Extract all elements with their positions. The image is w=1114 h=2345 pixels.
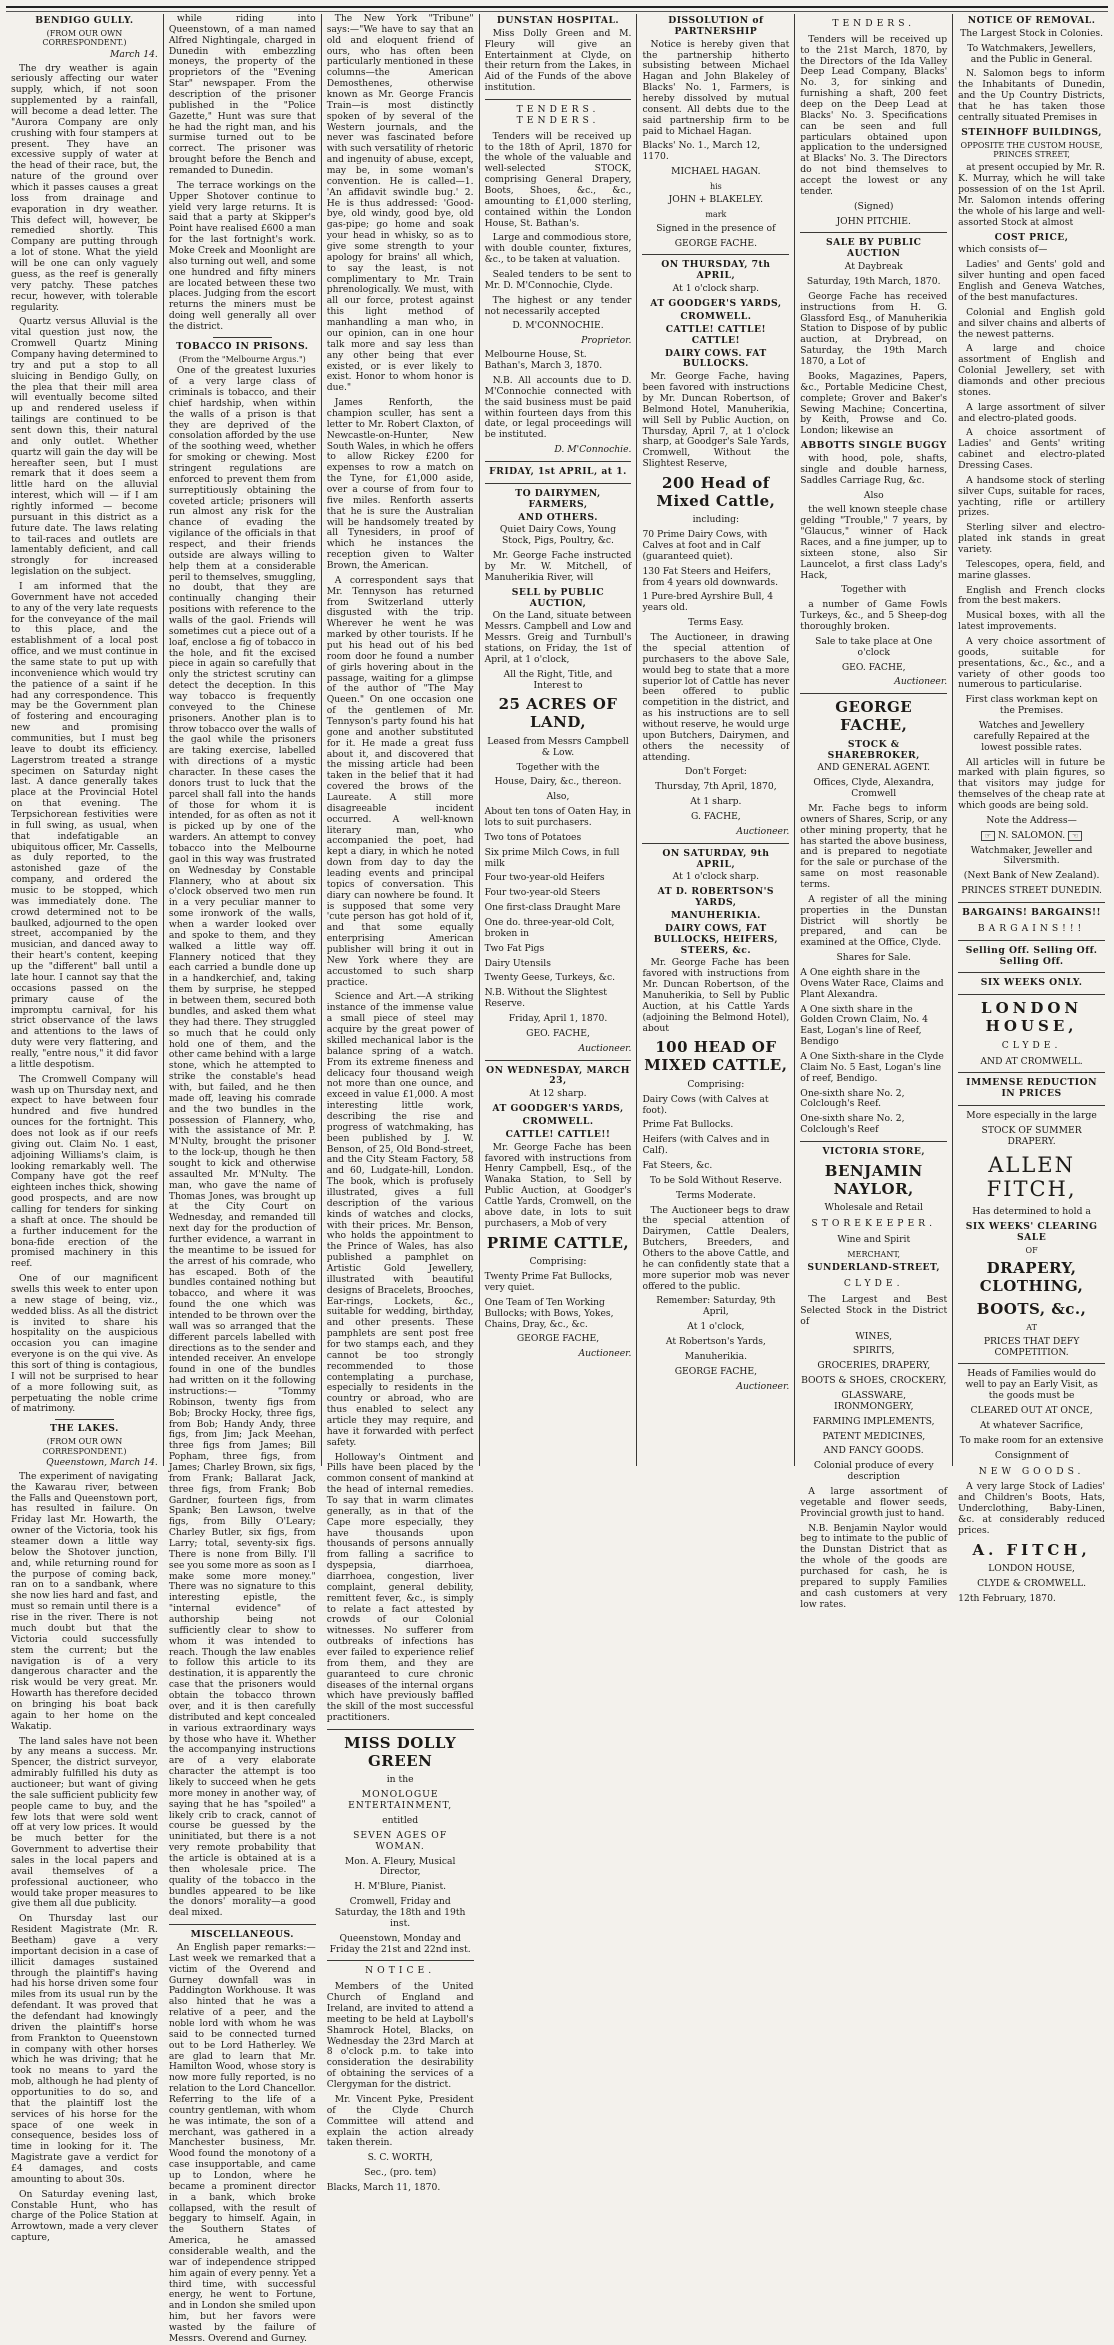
- others-heading: AND OTHERS.: [518, 511, 598, 523]
- ad-line: Thursday, 7th April, 1870,: [655, 781, 777, 793]
- ad-line: which consists of—: [958, 244, 1048, 256]
- ad-line: Also: [863, 489, 884, 501]
- ad-line: AND GENERAL AGENT.: [817, 762, 931, 774]
- article-paragraph: James Renforth, the champion sculler, has sent a letter to Mr. Robert Claxton, of Newcastle-on-Hunter, New South Wales, in which he offers to allow Rickey £200 for expenses to row a match on the Tyne, for £1,000 aside, over a course of from four to five miles. Renforth asserts that he is sure the Australian will be handsomely treated by all Tynesiders, in proof of which he instances the reception given to Walter Brown, the American.: [326, 397, 474, 571]
- lot-item: Dairy Utensils: [484, 957, 551, 969]
- divider: [55, 1419, 114, 1420]
- bendigo-date: March 14.: [109, 48, 158, 60]
- shares-heading: Shares for Sale.: [836, 952, 911, 964]
- ad-paragraph: The Auctioneer begs to draw the special attention of Dairymen, Cattle Dealers, Butchers, Breeders, and Others to the above Cattle, and he can confidently state that a more superior mob was never offered to the public.: [642, 1204, 790, 1292]
- ad-line: Consignment of: [994, 1449, 1069, 1461]
- ad-line: Together with: [841, 584, 907, 596]
- goods-line: SPIRITS,: [852, 1345, 895, 1357]
- divider: [800, 693, 947, 694]
- proprietor-name: D. M'CONNOCHIE.: [512, 320, 604, 332]
- article-paragraph: while riding into Queenstown, of a man named Alfred Nightingale, charged in Dunedin with embezzling moneys, the property of the proprietors of the "Evening Star" newspaper. From the description of the prisoner published in the "Police Gazette," Hunt was sure that he had the right man, and his surmise turned out to be correct. The prisoner was brought before the Bench and remanded to Dunedin.: [168, 13, 316, 177]
- article-paragraph: A correspondent says that Mr. Tennyson has returned from Switzerland utterly disgusted with the trip. Wherever he went he was marked by other tourists. If he put his head out of his bed room door he found a number of girls hovering about in the passage, waiting for a glimpse of the author of "The May Queen." On one occasion one of the gentlemen of Mr. Tennyson's party found his hat gone and another substituted for it. He made a great fuss about it, and discovered that the missing article had been taken in the belief that it had covered the brows of the Laureate. A still more disagreeable incident occurred. A well-known literary man, who accompanied the poet, had kept a diary, in which he noted down from day to day the leading events and principal topics of conversation. This diary can nowhere be found. It is supposed that some very 'cute person has got hold of it, and that some equally enterprising American publisher will bring it out in New York where they are accustomed to such sharp practice.: [326, 574, 474, 988]
- ad-line: At 12 sharp.: [529, 1088, 587, 1100]
- divider: [958, 1105, 1105, 1106]
- ad-line: At Daybreak: [844, 261, 903, 273]
- ad-line: Wine and Spirit: [837, 1233, 911, 1245]
- head-100-heading: 100 HEAD OF MIXED CATTLE,: [644, 1038, 788, 1075]
- auctioneer-title: Auctioneer.: [578, 1348, 632, 1360]
- ad-paragraph: Large and commodious store, with double counter, fixtures, &c., to be taken at valuation.: [484, 232, 632, 266]
- auctioneer-title: Auctioneer.: [736, 825, 790, 837]
- ad-paragraph: Books, Magazines, Papers, &c., Portable Medicine Chest, complete; Grover and Baker's Sewing Machine; Concertina, by Keith, Prowse and Co. London; likewise an: [800, 370, 948, 437]
- acres-heading: 25 ACRES OF LAND,: [498, 695, 618, 732]
- goods-line: FARMING IMPLEMENTS,: [812, 1415, 935, 1427]
- signatory: JOHN PITCHIE.: [836, 215, 911, 227]
- divider: [958, 1363, 1105, 1364]
- ad-paragraph: The Largest and Best Selected Stock in the District of: [800, 1293, 948, 1327]
- notice-heading: NOTICE.: [365, 1965, 436, 1977]
- steinhoff-heading: STEINHOFF BUILDINGS,: [961, 126, 1102, 138]
- drapery-heading: DRAPERY, CLOTHING,: [979, 1259, 1084, 1295]
- dairymen-heading: TO DAIRYMEN, FARMERS,: [515, 487, 601, 510]
- lot-item: Six prime Milch Cows, in full milk: [484, 846, 620, 869]
- clearing-sale-heading: SIX WEEKS' CLEARING SALE: [965, 1221, 1098, 1243]
- ad-paragraph: Tenders will be received up to the 18th of April, 1870 for the whole of the valuable and well-selected STOCK, comprising General Drapery, Boots, Shoes, &c., &c., amounting to £1,000 sterling, contained within the London House, St. Bathan's.: [484, 130, 632, 229]
- lot-item: Four two-year-old Steers: [484, 887, 601, 899]
- ad-paragraph: at present occupied by Mr. R. K. Murray, which he will take possession of on the 1st April. Mr. Salomon intends offering the whole of his large and well-assorted Stock at almost: [958, 162, 1106, 228]
- ad-line: Wholesale and Retail: [824, 1202, 923, 1214]
- ad-line: AT: [1026, 1323, 1037, 1333]
- ad-paragraph: N.B. All accounts due to D. M'Connochie connected with the said business must be paid within fourteen days from this date, or legal proceedings will be instituted.: [484, 374, 632, 441]
- reduction-heading: IMMENSE REDUCTION IN PRICES: [966, 1077, 1097, 1100]
- ad-line: Watches and Jewellery carefully Repaired at the lowest possible rates.: [973, 720, 1090, 753]
- ad-line: Also,: [546, 791, 570, 803]
- ad-paragraph: a number of Game Fowls Turkeys, &c., and 5 Sheep-dog thoroughly broken.: [800, 599, 948, 632]
- auctioneer-name: GEO. FACHE,: [841, 661, 906, 673]
- lot-item: Two tons of Potatoes: [484, 831, 582, 843]
- divider: [800, 1141, 947, 1142]
- stock-item: A choice assortment of Ladies' and Gents' writing cabinet and electro-plated Dressing Cases.: [958, 427, 1106, 471]
- london-house-heading: LONDON HOUSE,: [981, 999, 1083, 1036]
- ad-paragraph: with hood, pole, shafts, single and double harness, Saddles Carriage Rug, &c.: [800, 452, 948, 486]
- share-item: A One eighth share in the Ovens Water Race, Claims and Plant Alexandra.: [800, 966, 944, 1000]
- divider: [327, 1729, 474, 1730]
- cromwell-heading: CROMWELL.: [680, 310, 752, 322]
- lot-item: Two Fat Pigs: [484, 942, 545, 954]
- prime-cattle-heading: PRIME CATTLE,: [486, 1233, 630, 1252]
- tenders-heading: TENDERS.: [832, 18, 916, 29]
- ad-paragraph: The Auctioneer, in drawing the special attention of purchasers to the above Sale, would beg to state that a more superior lot of Cattle has never been offered to public competition in the district, and as his instructions are to sell without reserve, he would urge upon Butchers, Dairymen, and others the necessity of attending.: [642, 632, 790, 763]
- lot-item: One do. three-year-old Colt, broken in: [484, 916, 615, 939]
- ad-line: AND AT CROMWELL.: [980, 1055, 1083, 1067]
- proprietor-title: Proprietor.: [581, 335, 632, 347]
- column-7: [953, 14, 1110, 1605]
- share-item: One-sixth share No. 2, Colclough's Reef.: [800, 1087, 905, 1110]
- lot-item: Four two-year-old Heifers: [484, 872, 605, 884]
- share-item: A One sixth share in the Golden Crown Claim, No. 4 East, Logan's line of Reef, Bendigo: [800, 1003, 928, 1048]
- article-paragraph: The experiment of navigating the Kawarau river, between the Falls and Queenstown port, has resulted in failure. On Friday last Mr. Howarth, the owner of the Victoria, took his steamer down a little way below the Shotover junction, and, while returning round for the purpose of coming back, ran on to a sandbank, where she now lies hard and fast, and must so remain until there is a rise in the river. There is not much doubt but that the Victoria could successfully stem the current; but the navigation is of a very dangerous character and the risk would be very great. Mr. Howarth has therefore decided on bringing his boat back again to her home on the Wakatip.: [11, 1470, 158, 1732]
- goods-line: WINES,: [855, 1330, 893, 1342]
- ad-line: CLYDE & CROMWELL.: [977, 1578, 1087, 1590]
- dairy-heading: DAIRY COWS, FAT BULLOCKS, HEIFERS, STEERS, &c.: [653, 922, 779, 956]
- ad-line: Signed in the presence of: [656, 222, 776, 234]
- manuherikia-heading: MANUHERIKIA.: [670, 909, 761, 921]
- ad-line: At whatever Sacrifice,: [979, 1419, 1084, 1431]
- divider: [485, 1060, 632, 1061]
- lot-item: 130 Fat Steers and Heifers, from 4 years old downwards.: [642, 565, 779, 588]
- dolly-seven-ages: SEVEN AGES OF WOMAN.: [353, 1829, 448, 1852]
- ad-line: At 1 o'clock,: [687, 1321, 745, 1333]
- article-paragraph: Quartz versus Alluvial is the vital question just now, the Cromwell Quartz Mining Company having determined to try and put a stop to all sluicing in Bendigo Gully, on the plea that their mill area will eventually become silted up and rendered useless if tailings are continued to be sent down this, their natural and only outlet. Whether quartz will gain the day will be hereafter seen, but I must remark that it does seem a little hard on the alluvial interest, which will — if I am rightly informed — become pursuant in this district as a future date. The laws relating to tail-races and outlets are lamentably deficient, and call strongly for increased legislation on the subject.: [11, 316, 158, 578]
- article-paragraph: One of our magnificent swells this week to enter upon a new stage of being, viz., wedded bliss. As all the district is invited to share his hospitality on the auspicious occasion you can imagine everyone is on the qui vive. As this sort of thing is contagious, I will not be surprised to hear of a more following suit, as perpetuating the noble crime of matrimony.: [11, 1273, 158, 1415]
- terms: Terms Moderate.: [675, 1189, 756, 1201]
- top-rule: [6, 6, 1108, 12]
- ad-line: Blacks' No. 1., March 12, 1170.: [642, 140, 761, 163]
- ad-line: More especially in the large: [966, 1110, 1097, 1122]
- misc-heading: MISCELLANEOUS.: [190, 1929, 294, 1941]
- lakes-date: Queenstown, March 14.: [46, 1457, 158, 1469]
- divider: [485, 99, 632, 100]
- cattle-heading: CATTLE! CATTLE!!: [505, 1128, 611, 1140]
- signatory-mark: mark: [705, 210, 727, 220]
- robertsons-heading: AT D. ROBERTSON'S YARDS,: [657, 886, 775, 909]
- ad-line: Has determined to hold a: [972, 1206, 1091, 1218]
- ad-line: Don't Forget:: [684, 766, 747, 778]
- columns: [6, 13, 1110, 2344]
- allen-fitch-heading: ALLEN FITCH,: [986, 1152, 1077, 1202]
- ad-paragraph: George Fache has received instructions from H. G. Glassford Esq., of Manuherikia Station to Dispose of by public auction, at Drybread, on Saturday, the 19th March 1870, a Lot of: [800, 290, 948, 368]
- ad-line: First class workman kept on the Premises.: [965, 694, 1098, 717]
- saturday-heading: ON SATURDAY, 9th APRIL,: [662, 847, 770, 870]
- ad-paragraph: Mr. George Fache has been favored with instructions from Henry Campbell, Esq., of the Wanaka Station, to Sell by Public Auction, at Goodger's Cattle Yards, Cromwell, on the above date, in lots to suit purchasers, a Mob of very: [484, 1141, 632, 1229]
- dolly-entitled: entitled: [382, 1815, 419, 1827]
- stock-item: Telescopes, opera, field, and marine glasses.: [958, 558, 1106, 581]
- ad-line: OF: [1025, 1245, 1038, 1255]
- goods-line: GROCERIES, DRAPERY,: [817, 1360, 931, 1372]
- ad-line: Comprising:: [687, 1078, 745, 1090]
- ad-paragraph: Tenders will be received up to the 21st March, 1870, by the Directors of the Ida Valley Deep Lead Company, Blacks' No. 3, for sinking and furnishing a shaft, 200 feet deep on the Deep Lead at Blacks' No. 3. Specifications can be seen and full particulars obtained upon application to the undersigned at Blacks' No. 3. The Directors do not bind themselves to accept the lowest or any tender.: [800, 33, 948, 197]
- ad-paragraph: Mr. George Fache instructed by Mr. W. Mitchell, of Manuherikia River, will: [484, 550, 632, 583]
- dolly-queenstown: Queenstown, Monday and Friday the 21st and 22nd inst.: [329, 1932, 471, 1955]
- tobacco-heading: TOBACCO IN PRISONS.: [176, 340, 309, 352]
- ad-line: All the Right, Title, and Interest to: [503, 668, 613, 691]
- goods-line: GLASSWARE, IRONMONGERY,: [833, 1389, 914, 1412]
- naylor-heading: BENJAMIN NAYLOR,: [824, 1161, 923, 1198]
- article-paragraph: The New York "Tribune" says:—"We have to say that an old and eloquent friend of ours, who has often been particularly mentioned in these columns—the American Demosthenes, otherwise known as Mr. George Francis Train—is most distinctly spoken of by several of the Western journals, and the never was fascinated before with such versatility of rhetoric and ingenuity of abuse, except, may be, in some woman's convention. He is called—1. 'An affidavit swindle bug.' 2. He is thus addressed: 'Good-bye, old windy, good bye, old gas-pipe; go home and soak your head in whisky, so as to give some strength to your apology for brains' all which, to say the least, is not complimentary to Mr. Train phrenologically. We must, with all our force, protest against this light method of manhandling a man who, in our opinion, can in one hour talk more and say less than any other being that ever existed, or is ever likely to exist. Honor to whom honor is due.": [326, 13, 474, 394]
- lot-item: 1 Pure-bred Ayrshire Bull, 4 years old.: [642, 591, 774, 614]
- ad-paragraph: Miss Dolly Green and M. Fleury will give an Entertainment at Clyde, on their return from the Lakes, in Aid of the Funds of the above institution.: [484, 27, 632, 94]
- column-4: [480, 14, 638, 1466]
- thursday-heading: ON THURSDAY, 7th APRIL,: [661, 259, 771, 282]
- signatory: JOHN + BLAKELEY.: [668, 194, 764, 206]
- ad-line: (Signed): [853, 200, 894, 212]
- ad-line: At Robertson's Yards,: [665, 1335, 766, 1347]
- sunderland-heading: SUNDERLAND-STREET,: [807, 1262, 941, 1274]
- wednesday-heading: ON WEDNESDAY, MARCH 23,: [486, 1064, 630, 1087]
- stock-item: Musical boxes, with all the latest improvements.: [958, 610, 1106, 633]
- ad-line: Manuherikia.: [684, 1350, 748, 1362]
- ad-paragraph: The highest or any tender not necessarily accepted: [484, 294, 632, 317]
- column-6: [795, 14, 953, 1610]
- article-paragraph: On Thursday last our Resident Magistrate (Mr. R. Beetham) gave a very important decision in a case of illicit damages sustained through the plaintiff's having had his horse driven some four miles from its usual run by the defendant. It was proved that the defendant had knowingly driven the plaintiff's horse from Frankton to Queenstown in company with other horses which he was driving; that he took no means to yard the mob, although he had plenty of opportunities to do so, and that the plaintiff lost the services of his horse for the space of one week in consequence, besides loss of time in looking for it. The Magistrate gave a verdict for £4 damages, and costs amounting to about 30s.: [11, 1913, 158, 2185]
- share-item: One-sixth share No. 2, Colclough's Reef: [800, 1113, 905, 1136]
- six-weeks-heading: SIX WEEKS ONLY.: [980, 977, 1083, 989]
- bargains-heading-2: BARGAINS!!!: [977, 922, 1086, 934]
- hand-pointer-icon: ☜: [1068, 831, 1082, 841]
- ad-paragraph: A large assortment of vegetable and flower seeds, Provincial growth just to hand.: [800, 1486, 948, 1519]
- notice-signature: S. C. WORTH,: [367, 2152, 433, 2164]
- auctioneer-name: GEORGE FACHE,: [516, 1333, 600, 1345]
- article-paragraph: Holloway's Ointment and Pills have been placed by the common consent of mankind at the head of internal remedies. To say that in warm climates generally, as in that of the Cape more especially, they have thousands upon thousands of persons annually from falling a sacrifice to dyspepsia, diarrhoea, diarrhoea, congestion, liver complaint, general debility, remittent fever, &c., is simply to relate a fact attested by crowds of our Colonial witnesses. No sufferer from outbreaks of infections has ever failed to experience relief from them, and they are guaranteed to cure chronic diseases of the internal organs which have previously baffled the skill of the most successful practitioners.: [326, 1451, 474, 1724]
- auctioneer-title: Auctioneer.: [578, 1042, 632, 1054]
- bendigo-heading: BENDIGO GULLY.: [35, 15, 134, 26]
- divider: [485, 483, 632, 484]
- lot-item: One first-class Draught Mare: [484, 902, 621, 914]
- cattle-heading: CATTLE! CATTLE! CATTLE!: [665, 323, 766, 346]
- article-paragraph: Science and Art.—A striking instance of the immense value a small piece of steel may acquire by the great power of skilled mechanical labor is the balance spring of a watch. From its extreme fineness and delicacy four thousand weigh not more than one ounce, and exceed in value £1,000. A most interesting little work, describing the rise and progress of watchmaking, has been published by J. W. Benson, of 25, Old Bond-street, and the City Steam Factory, 58 and 60, Ludgate-hill, London. The book, which is profusely illustrated, gives a full description of the various kinds of watches and clocks, with their prices. Mr. Benson, who holds the appointment to the Prince of Wales, has also published a pamphlet on Artistic Gold Jewellery, illustrated with beautiful designs of Bracelets, Brooches, Ear-rings, Lockets, &c., suitable for wedding, birthday, and other presents. These pamphlets are sent post free for two stamps each, and they cannot be too strongly recommended to those contemplating a purchase, especially to residents in the country or abroad, who are thus enabled to select any article they may require, and have it forwarded with perfect safety.: [326, 991, 474, 1448]
- ad-line: House, Dairy, &c., thereon.: [494, 776, 622, 788]
- dolly-in: in the: [386, 1774, 414, 1786]
- dolly-pianist: H. M'Blure, Pianist.: [354, 1881, 447, 1893]
- friday-heading: FRIDAY, 1st APRIL, at 1.: [489, 465, 627, 477]
- ad-line: Note the Address—: [986, 814, 1077, 826]
- ad-paragraph: Notice is hereby given that the partnership hitherto subsisting between Michael Hagan and John Blakeley of Blacks' No. 1, Farmers, is hereby dissolved by mutual consent. All debts due to the said partnership firm to be paid to Michael Hagan.: [642, 38, 790, 137]
- divider: [485, 461, 632, 462]
- fache-heading: GEORGE FACHE,: [835, 698, 913, 734]
- ad-line: To be Sold Without Reserve.: [649, 1174, 782, 1186]
- fitch-heading: A. FITCH,: [972, 1540, 1091, 1559]
- bendigo-source: (FROM OUR OWN CORRESPONDENT.): [42, 28, 127, 48]
- salomon-label: N. SALOMON.: [998, 829, 1066, 841]
- notice-paragraph: Members of the United Church of England and Ireland, are invited to attend a meeting to be held at Layboll's Shamrock Hotel, Blacks, on Wednesday the 23rd March at 8 o'clock p.m. to take into consideration the desirability of obtaining the services of a Clergyman for the district.: [326, 1981, 474, 2091]
- ad-line: including:: [692, 514, 740, 526]
- article-paragraph: An English paper remarks:—Last week we remarked that a victim of the Overend and Gurney downfall was in Paddington Workhouse. It was also hinted that he was a relative of a peer, and the noble lord with whom he was said to be connected turned out to be Lord Hatherley. We are glad to learn that Mr. Hamilton Wood, whose story is now more fully reported, is no relation to the Lord Chancellor. Referring to the life of a country gentleman, with whom he was intimate, the son of a merchant, was gathered in a Manchester business, Mr. Wood found the monotony of a case insupportable, and came up to London, where he became a prominent director in a bank, which broke collapsed, with the result of beggary to himself. Again, in the Southern States of America, he amassed considerable wealth, and the war of independence stripped him again of every penny. Yet a third time, with successful energy, he went to Fortune, and in London she smiled upon him, but her favors were wasted by the failure of Messrs. Overend and Gurney.: [168, 1941, 316, 2344]
- divider: [213, 337, 272, 338]
- goods-line: BOOTS & SHOES, CROCKERY,: [801, 1375, 947, 1387]
- ad-line: PRICES THAT DEFY COMPETITION.: [983, 1335, 1080, 1358]
- divider: [642, 254, 789, 255]
- head-200-heading: 200 Head of Mixed Cattle,: [656, 473, 776, 510]
- ad-line: OPPOSITE THE CUSTOM HOUSE, PRINCES STREET,: [960, 140, 1103, 160]
- divider: [327, 1960, 474, 1961]
- ad-date: 12th February, 1870.: [958, 1593, 1056, 1605]
- lot-item: Fat Steers, &c.: [642, 1159, 713, 1171]
- column-3: [322, 13, 480, 2193]
- sell-heading: SELL by PUBLIC AUCTION,: [511, 586, 605, 609]
- dolly-director: Mon. A. Fleury, Musical Director,: [344, 1855, 456, 1878]
- sale-heading: SALE BY PUBLIC AUCTION: [825, 237, 922, 260]
- ad-paragraph: A very large Stock of Ladies' and Children's Boots, Hats, Underclothing, Baby-Linen, &c. at considerably reduced prices.: [958, 1481, 1106, 1536]
- lot-item: Twenty Geese, Turkeys, &c.: [484, 972, 616, 984]
- ad-line: Comprising:: [529, 1256, 587, 1268]
- ad-line: N.B. Without the Slightest Reserve.: [484, 987, 607, 1010]
- ad-line: At 1 sharp.: [690, 796, 742, 808]
- ad-paragraph: the well known steeple chase gelding "Trouble," 7 years, by "Glaucus," winner of Hack Races, and a fine jumper, up to sixteen stone, also Sir Launcelot, a first class Lady's Hack,: [800, 504, 948, 581]
- article-paragraph: On Saturday evening last, Constable Hunt, who has charge of the Police Station at Arrowtown, made a very clever capture,: [11, 2188, 158, 2244]
- ad-line: The Largest Stock in Colonies.: [960, 27, 1104, 39]
- stock-item: Colonial and English gold and silver chains and alberts of the newest patterns.: [958, 306, 1106, 340]
- column-5: [637, 14, 795, 1466]
- divider: [958, 940, 1105, 941]
- auctioneer-title: Auctioneer.: [736, 1380, 790, 1392]
- divider: [169, 1924, 316, 1925]
- ad-paragraph: N.B. Benjamin Naylor would beg to intimate to the public of the Dunstan District that as the whole of the goods are purchased for cash, he is prepared to supply Families and cash customers at very low rates.: [800, 1522, 948, 1610]
- stock-heading: STOCK & SHAREBROKER,: [827, 738, 920, 761]
- ad-line: (Next Bank of New Zealand).: [963, 870, 1100, 882]
- auctioneer-name: G. FACHE,: [691, 810, 741, 822]
- hospital-heading: DUNSTAN HOSPITAL.: [496, 15, 620, 26]
- ad-line: Watchmaker, Jeweller and Silversmith.: [970, 844, 1093, 867]
- article-paragraph: One of the greatest luxuries of a very large class of criminals is tobacco, and their chief hardship, when within the walls of a prison is that they are deprived of the consolation afforded by the use of the soothing weed, whether for smoking or chewing. Most stringent regulations are enforced to prevent them from surreptitiously obtaining the coveted article; prisoners will run almost any risk for the chance of evading the vigilance of the officials in that respect, and their friends outside are always willing to help them at a considerable peril to themselves, smuggling, no doubt, that they are continually changing their positions with reference to the walls of the gaol. Friends will sometimes cut a piece out of a loaf, enclose a fig of tobacco in the hole, and fit the excised piece in again so carefully that only the strictest scrutiny can detect the deception. In this way tobacco is frequently conveyed to the Chinese prisoners. Another plan is to throw tobacco over the walls of the gaol while the prisoners are taking exercise, labelled with directions of a mystic character. In these cases the donors trust to luck that the parcel shall fall into the hands of those for whom it is intended, for as often as not it is picked up by one of the warders. An attempt to convey tobacco into the Melbourne gaol in this way was frustrated on Wednesday by Constable Flannery, who at about six o'clock observed two men run in a very peculiar manner to some ironwork of the walls, when a warder looked over and spoke to them, and they walked a little way off. Flannery noticed that they each carried a bundle done up in a handkerchief, and, taking them by surprise, he stepped in between them, secured both bundles, and asked them what they had there. They struggled so much that he could only hold one of them, and the other came behind with a large stone, which he attempted to strike the constable's head with, but failed, and he then made off, leaving his comrade and the two bundles in the possession of Flannery, who, with the assistance of Mr. P. M'Nulty, brought the prisoner to the lock-up, though he then sought to kick and otherwise assaulted Mr. M'Nulty. The man, who gave the name of Thomas Jones, was brought up at the City Court on Wednesday, and remanded till next day for the production of further evidence, a warrant in the meantime to be issued for the arrest of his comrade, who has escaped. Both of the bundles contained nothing but tobacco, and where it was found the one which was intended to be thrown over the wall was so arranged that the different parcels labelled with directions as to the sender and intended receiver. An envelope found in one of the bundles had written on it the following instructions:— "Tommy Robinson, twenty figs from Bob; Brocky Hocky, three figs, from Bob; Handy Andy, three figs, from Jim; Jack Meehan, three figs from James; Bill Popham, three figs, from James; Charley Brown, six figs, from Frank; Ballarat Jack, three figs, from Frank; Bob Gardner, fourteen figs, from Spank; Ben Lawson, twelve figs, from Billy O'Leary; Charley Butler, six figs, from Larry; total, seventy-six figs. There is none from Billy. I'll see you some more as soon as I make some more money." There was no signature to this interesting epistle, the "internal evidence" of authorship being not sufficiently clear to show to whom it was intended to reach. Though the law enables to follow this article to its destination, it is apparently the case that the prisoners would obtain the tobacco thrown over, and it is then carefully distributed and kept concealed in various extraordinary ways by those who have it. Whether the accompanying instructions are of a very elaborate character the attempt is too likely to succeed when he gets more money in another way, of saying that he has "spoiled" a likely crib to crack, cannot of course be guessed by the uninitiated, but there is a not very remote probability that the article is obtained at is a then wholesale price. The quality of the tobacco in the bundles appeared to be like the donors' morality—a good deal mixed.: [168, 365, 316, 1919]
- article-paragraph: I am informed that the Government have not acceded to any of the very late requests for the conveyance of the mail to this place, and the establishment of a local post office, and we must continue in the same state to put up with inconvenience which would try the patience of a saint if he had any correspondence. This may be the Government plan of fostering and encouraging new and promising communities, but I must beg leave to doubt its efficiency. Lagerstrom treated a strange specimen on Saturday night last. A dance generally takes place at the Provincial Hotel on that evening. The Terpsichorean festivities were in full swing, as usual, when that indefatigable an ubiquitous officer, Mr. Cassells, as duly reported, to the astonished gaze of the company, and ordered the music to be stopped, which was immediately done. The crowd determined not to be baulked, adjourned to the open street, accompanied by the musician, and danced away to their heart's content, keeping up the "different" ball until a late hour. I cannot say that the occasions passed on the primary cause of the impromptu carnival, for his strict observance of the laws and attentions to the laws of duty were very flattering, and really, "entre nous," it did favor a little despotism.: [11, 580, 158, 1070]
- proprietor-signature: D. M'Connochie.: [554, 444, 632, 456]
- divider: [958, 972, 1105, 973]
- ad-paragraph: On the Land, situate between Messrs. Campbell and Low and Messrs. Greig and Turnbull's stations, on Friday, the 1st of April, at 1 o'clock,: [484, 610, 632, 665]
- ad-line: Offices, Clyde, Alexandra, Cromwell: [813, 777, 935, 800]
- ad-line: Remember: Saturday, 9th April,: [656, 1295, 776, 1318]
- removal-heading: NOTICE OF REMOVAL.: [967, 15, 1096, 26]
- ad-line: Saturday, 19th March, 1870.: [806, 276, 941, 288]
- dolly-title: MISS DOLLY GREEN: [344, 1734, 457, 1770]
- selling-off-heading: Selling Off. Selling Off. Selling Off.: [965, 944, 1098, 967]
- divider: [642, 843, 789, 844]
- signatory: MICHAEL HAGAN.: [671, 166, 761, 178]
- dairy-heading: DAIRY COWS. FAT BULLOCKS.: [664, 347, 767, 370]
- ad-line: Together with the: [516, 761, 600, 773]
- witness: GEORGE FACHE.: [674, 237, 758, 249]
- divider: [958, 902, 1105, 903]
- ad-date: Friday, April 1, 1870.: [508, 1012, 608, 1024]
- clyde-heading: CLYDE.: [843, 1278, 904, 1290]
- ad-paragraph: Mr. George Fache has been favored with instructions from Mr. Duncan Robertson, of the Manuherikia, to Sell by Public Auction, at his Cattle Yards (adjoining the Belmond Hotel), about: [642, 957, 790, 1034]
- article-paragraph: The terrace workings on the Upper Shotover continue to yield very large returns. It is said that a party at Skipper's Point have realised £600 a man for the last fortnight's work. Moke Creek and Moonlight are also turning out well, and some one hundred and fifty miners are located between these two places. Judging from the escort returns the miners must be doing well generally all over the district.: [168, 179, 316, 333]
- boots-heading: BOOTS, &c.,: [976, 1299, 1087, 1318]
- bargains-heading: BARGAINS! BARGAINS!!: [962, 907, 1102, 919]
- divider: [958, 1072, 1105, 1073]
- ad-paragraph: N. Salomon begs to inform the Inhabitants of Dunedin, and the Up Country Districts, that he has taken those centrally situated Premises in: [958, 68, 1106, 123]
- stock-item: A handsome stock of sterling silver Cups, suitable for races, yachting, rifle or artillery prizes.: [958, 474, 1106, 519]
- ad-line: Leased from Messrs Campbell & Low.: [487, 735, 629, 758]
- proprietor-place: Melbourne House, St. Bathan's, March 3, 1870.: [484, 349, 603, 372]
- article-paragraph: The dry weather is again seriously affecting our water supply, which, if not soon supplemented by a rainfall, will become a dead letter. The "Aurora Company are only crushing with four stampers at present. They have an excessive supply of water at the head of their race, but, the nature of the ground over which it passes causes a great loss from drainage and evaporation in dry weather. This defect will, however, be remedied shortly. This Company are putting through a lot of stone. What the yield will be one can only vaguely guess, as the reef is generally very patchy. These patches recur, however, with tolerable regularity.: [11, 62, 158, 313]
- column-2: [164, 13, 322, 2344]
- notice-date: Blacks, March 11, 1870.: [326, 2181, 441, 2193]
- auctioneer-title: Auctioneer.: [894, 676, 948, 688]
- lot-item: Heifers (with Calves and in Calf).: [642, 1134, 770, 1157]
- ad-line: MERCHANT,: [847, 1249, 901, 1259]
- column-1: [6, 14, 164, 2244]
- ad-paragraph: All articles will in future be marked with plain figures, so that visitors may judge for themselves of the cheap rate at which goods are being sold.: [958, 756, 1106, 812]
- stock-item: Ladies' and Gents' gold and silver hunting and open faced English and Geneva Watches, of the best manufactures.: [958, 259, 1106, 303]
- ad-line: To make room for an extensive: [959, 1434, 1104, 1446]
- buggy-heading: ABBOTTS SINGLE BUGGY: [800, 440, 947, 452]
- ad-paragraph: A register of all the mining properties in the Dunstan District will shortly be prepared, and can be examined at the Office, Clyde.: [800, 893, 948, 949]
- salomon-name: [958, 831, 1105, 842]
- notice-paragraph: Mr. Vincent Pyke, President of the Clyde Church Committee will attend and explain the action already taken therein.: [326, 2093, 474, 2149]
- ad-paragraph: Mr. Fache begs to inform owners of Shares, Scrip, or any other mining property, that he has started the above business, and is prepared to negotiate for the sale or purchase of the same on most reasonable terms.: [800, 802, 948, 890]
- article-paragraph: The land sales have not been by any means a success. Mr. Spencer, the district surveyor, admirably fulfilled his duty as auctioneer; but want of giving the sale sufficient publicity few people came to buy, and the few lots that were sold went off at very low prices. It would be much better for the Government to advertise their sales in the local papers and avail themselves of a professional auctioneer, who would take proper measures to give them all due publicity.: [11, 1735, 158, 1910]
- dolly-cromwell: Cromwell, Friday and Saturday, the 18th and 19th inst.: [334, 1896, 466, 1929]
- goodgers-heading: AT GOODGER'S YARDS,: [650, 298, 782, 310]
- ad-line: At 1 o'clock sharp.: [672, 871, 760, 883]
- stock-item: English and French clocks from the best makers.: [958, 584, 1106, 607]
- ad-line: At 1 o'clock sharp.: [672, 283, 760, 295]
- lot-item: Dairy Cows (with Calves at foot).: [642, 1093, 769, 1116]
- terms: Terms Easy.: [688, 617, 744, 629]
- new-goods-heading: NEW GOODS.: [978, 1465, 1085, 1477]
- ad-paragraph: Mr. George Fache, having been favored with instructions by Mr. Duncan Robertson, of Belmond Hotel, Manuherikia, will Sell by Public Auction, on Thursday, April 7, at 1 o'clock sharp, at Goodger's Sale Yards, Cromwell, Without the Slightest Reserve,: [642, 371, 790, 470]
- lot-item: Prime Fat Bullocks.: [642, 1119, 734, 1131]
- goods-line: PATENT MEDICINES,: [822, 1430, 926, 1442]
- article-paragraph: The Cromwell Company will wash up on Thursday next, and expect to have between four hundred and five hundred ounces for the fortnight. This does not look as if our reefs giving out. Claim No. 1 east, adjoining Williams's claim, is looking remarkably well. The Company have got the reef eighteen inches thick, showing good prospects, and are now calling for tenders for sinking a shaft at once. The should be a further inducement for the bona-fide erection of the promised machinery in this reef.: [11, 1073, 158, 1270]
- cromwell-heading: CROMWELL.: [522, 1115, 594, 1127]
- hand-pointer-icon: ☞: [981, 831, 995, 841]
- lakes-heading: THE LAKES.: [50, 1423, 119, 1435]
- stock-item: A very choice assortment of goods, suitable for presentations, &c., &c., and a variety of other goods too numerous to particularise.: [958, 635, 1106, 691]
- goods-line: AND FANCY GOODS.: [823, 1445, 924, 1457]
- ad-line: Sale to take place at One o'clock: [815, 635, 933, 658]
- ad-line: STOCK OF SUMMER DRAPERY.: [981, 1125, 1082, 1147]
- auctioneer-name: GEORGE FACHE,: [674, 1365, 758, 1377]
- auctioneer-name: GEO. FACHE,: [526, 1027, 590, 1039]
- stock-item: A large assortment of silver and electro-plated goods.: [958, 401, 1106, 424]
- stock-item: Sterling silver and electro-plated ink stands in great variety.: [958, 522, 1106, 555]
- stock-item: A large and choice assortment of English and Colonial Jewellery, set with diamonds and other precious stones.: [958, 343, 1106, 398]
- lot-item: Twenty Prime Fat Bullocks, very quiet.: [484, 1271, 613, 1293]
- share-item: A One Sixth-share in the Clyde Claim No. 5 East, Logan's line of reef, Bendigo.: [800, 1050, 944, 1084]
- ad-line: CLEARED OUT AT ONCE,: [970, 1405, 1093, 1417]
- cost-price-heading: COST PRICE,: [994, 231, 1069, 243]
- dissolution-heading: DISSOLUTION of PARTNERSHIP: [668, 15, 764, 37]
- ad-line: To Watchmakers, Jewellers, and the Public in General.: [967, 42, 1096, 65]
- signatory-his: his: [709, 182, 722, 192]
- divider: [800, 232, 947, 233]
- dolly-monologue: MONOLOGUE ENTERTAINMENT,: [348, 1789, 453, 1812]
- victoria-heading: VICTORIA STORE,: [822, 1146, 926, 1157]
- ad-line: Heads of Families would do well to pay an Early Visit, as the goods must be: [965, 1368, 1098, 1402]
- tobacco-source: (From the "Melbourne Argus."): [178, 354, 306, 364]
- ad-line: LONDON HOUSE,: [988, 1563, 1075, 1575]
- lot-item: 70 Prime Dairy Cows, with Calves at foot and in Calf (guaranteed quiet).: [642, 529, 768, 562]
- tenders-heading: TENDERS. TENDERS.: [516, 104, 600, 126]
- divider: [958, 994, 1105, 995]
- ad-line: Colonial produce of every description: [813, 1460, 934, 1483]
- storekeeper-heading: STOREKEEPER.: [811, 1218, 937, 1230]
- clyde-heading: CLYDE.: [1001, 1039, 1062, 1051]
- notice-secretary: Sec., (pro. tem): [364, 2167, 437, 2179]
- ad-line: Quiet Dairy Cows, Young Stock, Pigs, Poultry, &c.: [499, 524, 617, 547]
- lakes-source: (FROM OUR OWN CORRESPONDENT.): [42, 1437, 127, 1456]
- ad-line: PRINCES STREET DUNEDIN.: [961, 885, 1102, 897]
- goodgers-heading: AT GOODGER'S YARDS,: [492, 1103, 624, 1115]
- lot-item: About ten tons of Oaten Hay, in lots to suit purchasers.: [484, 806, 631, 828]
- lot-item: One Team of Ten Working Bullocks; with Bows, Yokes, Chains, Dray, &c., &c.: [484, 1296, 614, 1330]
- ad-paragraph: Sealed tenders to be sent to Mr. D. M'Connochie, Clyde.: [484, 269, 632, 291]
